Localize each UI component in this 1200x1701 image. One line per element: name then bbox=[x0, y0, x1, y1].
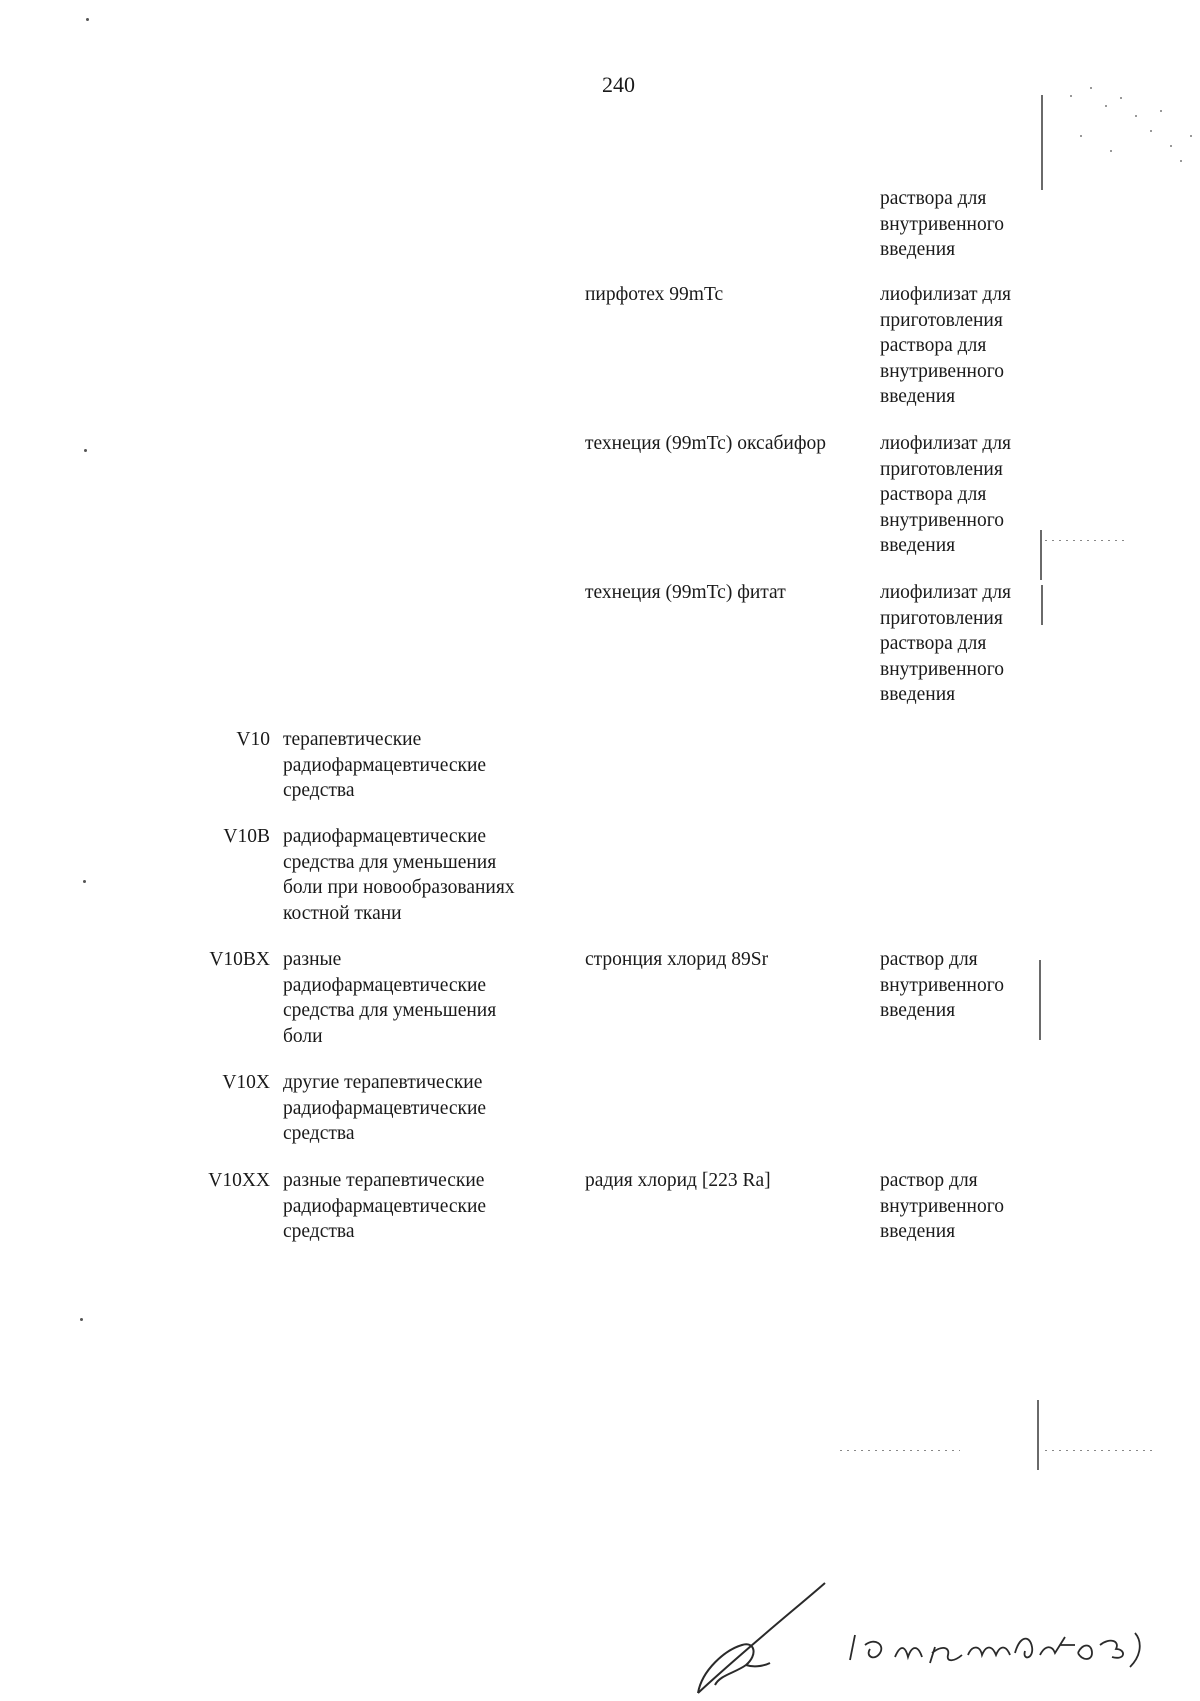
scan-edge-line bbox=[1039, 960, 1041, 1040]
anatomical-group-name: разные терапевтические радиофармацевтические средства bbox=[283, 1170, 487, 1242]
drug-name: радия хлорид [223 Ra] bbox=[585, 1170, 771, 1191]
scan-edge-line bbox=[1037, 1400, 1039, 1470]
anatomical-group-name: терапевтические радиофармацевтические средства bbox=[283, 729, 487, 801]
anatomical-group-name: радиофармацевтические средства для уменьшения боли при новообразованиях костной ткани bbox=[283, 826, 515, 924]
dosage-form: раствор для внутривенного введения bbox=[880, 949, 1004, 1021]
scan-dot bbox=[84, 449, 87, 452]
drug-name: технеция (99mTc) оксабифор bbox=[585, 433, 826, 454]
scan-dotted-line bbox=[840, 1450, 960, 1451]
atc-code: V10B bbox=[223, 826, 270, 847]
scan-edge-line bbox=[1041, 95, 1043, 190]
scan-edge-line bbox=[1041, 585, 1043, 625]
scan-dotted-line bbox=[1045, 1450, 1155, 1451]
dosage-form: раствор для внутривенного введения bbox=[880, 1170, 1004, 1242]
anatomical-group-name: другие терапевтические радиофармацевтические средства bbox=[283, 1072, 487, 1144]
atc-code: V10X bbox=[222, 1072, 270, 1093]
dosage-form: лиофилизат для приготовления раствора для внутривенного введения bbox=[880, 433, 1012, 556]
scan-noise bbox=[1060, 75, 1200, 185]
scan-dotted-line bbox=[1045, 540, 1125, 541]
dosage-form: лиофилизат для приготовления раствора для внутривенного введения bbox=[880, 284, 1012, 407]
atc-code: V10XX bbox=[208, 1170, 270, 1191]
scan-edge-line bbox=[1040, 530, 1042, 580]
drug-name: технеция (99mTc) фитат bbox=[585, 582, 786, 603]
handwritten-signature bbox=[680, 1575, 1180, 1701]
drug-name: стронция хлорид 89Sr bbox=[585, 949, 769, 970]
scan-dot bbox=[86, 18, 89, 21]
scan-dot bbox=[83, 880, 86, 883]
anatomical-group-name: разные радиофармацевтические средства для уменьшения боли bbox=[283, 949, 497, 1047]
atc-code: V10 bbox=[236, 729, 270, 750]
drug-name: пирфотех 99mTc bbox=[585, 284, 724, 305]
atc-code: V10BX bbox=[209, 949, 270, 970]
dosage-form: лиофилизат для приготовления раствора для внутривенного введения bbox=[880, 582, 1012, 705]
scan-dot bbox=[80, 1318, 83, 1321]
page-number: 240 bbox=[602, 72, 635, 97]
dosage-form: раствора для внутривенного введения bbox=[880, 188, 1004, 260]
